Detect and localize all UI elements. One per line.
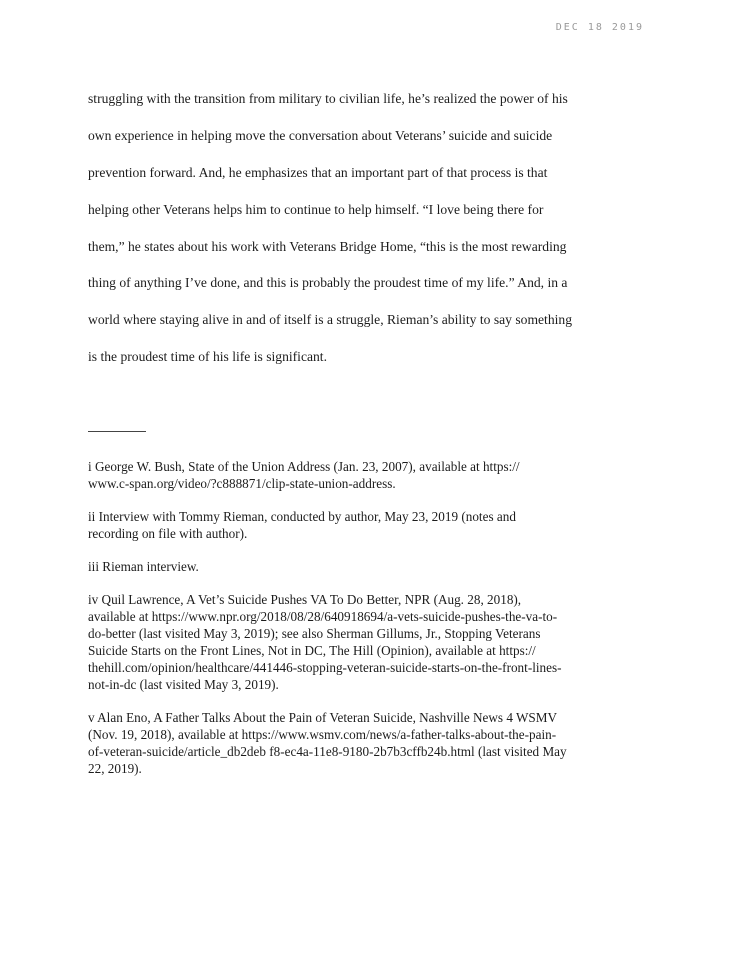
endnote-line: of-veteran-suicide/article_db2deb f8-ec4a-11e8-9180-2b7b3cffb24b.html (last visited May [88,744,567,759]
endnote-line: available at https://www.npr.org/2018/08/28/640918694/a-vets-suicide-pushes-the-va-to- [88,609,558,624]
endnote-ii [88,508,628,542]
endnote-line: ii Interview with Tommy Rieman, conducted by author, May 23, 2019 (notes and [88,509,516,524]
endnote-line: recording on file with author). [88,526,248,541]
endnote-line: v Alan Eno, A Father Talks About the Pain of Veteran Suicide, Nashville News 4 WSMV [88,710,558,725]
body-line: them,” he states about his work with Veterans Bridge Home, “this is the most rewarding [88,238,567,254]
received-date-stamp: DEC 18 2019 [555,22,644,33]
endnote-line: thehill.com/opinion/healthcare/441446-stopping-veteran-suicide-starts-on-the-front-lines- [88,660,562,675]
endnote-iii [88,558,628,575]
endnotes [88,458,628,793]
endnote-v [88,709,628,777]
body-line: world where staying alive in and of itself is a struggle, Rieman’s ability to say something [88,312,572,328]
endnote-line: iv Quil Lawrence, A Vet’s Suicide Pushes VA To Do Better, NPR (Aug. 28, 2018), [88,592,522,607]
endnote-line: Suicide Starts on the Front Lines, Not in DC, The Hill (Opinion), available at https:// [88,643,536,658]
body-line: is the proudest time of his life is significant. [88,349,327,365]
endnote-line: www.c-span.org/video/?c888871/clip-state-union-address. [88,476,396,491]
endnote-line: 22, 2019). [88,761,142,776]
body-paragraph [88,90,648,385]
endnote-line: (Nov. 19, 2018), available at https://www.wsmv.com/news/a-father-talks-about-the-pain- [88,727,557,742]
body-line: thing of anything I’ve done, and this is probably the proudest time of my life.” And, in a [88,275,568,291]
endnote-i [88,458,628,492]
body-line: own experience in helping move the conversation about Veterans’ suicide and suicide [88,127,553,143]
endnote-line: not-in-dc (last visited May 3, 2019). [88,677,279,692]
body-line: prevention forward. And, he emphasizes that an important part of that process is that [88,164,548,180]
body-line: helping other Veterans helps him to continue to help himself. “I love being there for [88,201,544,217]
endnote-iv [88,591,628,693]
endnote-line: iii Rieman interview. [88,559,199,574]
endnote-line: do-better (last visited May 3, 2019); see also Sherman Gillums, Jr., Stopping Veterans [88,626,541,641]
body-line: struggling with the transition from military to civilian life, he’s realized the power of his [88,91,568,106]
footnote-separator [88,431,146,432]
endnote-line: i George W. Bush, State of the Union Address (Jan. 23, 2007), available at https:// [88,459,520,474]
